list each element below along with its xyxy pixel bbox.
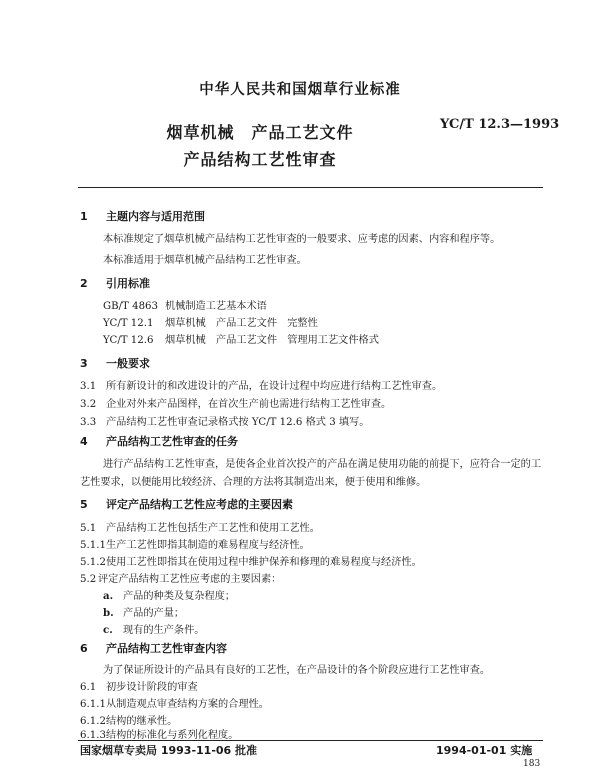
section-1-heading	[80, 208, 205, 224]
sub-item-mark: c.	[103, 624, 113, 636]
sub-item-text: 产品的种类及复杂程度；	[123, 591, 236, 602]
section-title: 产品结构工艺性审查的任务	[106, 435, 238, 448]
reference-code: YC/T 12.6	[103, 335, 154, 346]
reference-code: YC/T 12.1	[103, 318, 154, 329]
clause-number: 5.1	[80, 523, 97, 534]
sub-item	[103, 621, 205, 636]
paragraph: 进行产品结构工艺性审查，是使各企业首次投产的产品在满足使用功能的前提下，应符合一定的工	[103, 459, 542, 470]
top-rule	[78, 187, 543, 188]
paragraph: 本标准规定了烟草机械产品结构工艺性审查的一般要求、应考虑的因素、内容和程序等。	[103, 234, 501, 245]
section-number: 6	[80, 642, 88, 655]
section-title: 主题内容与适用范围	[106, 210, 205, 223]
bottom-rule	[78, 740, 543, 741]
reference-item	[103, 331, 379, 346]
section-5-heading	[80, 496, 293, 512]
clause-text: 产品结构工艺性包括生产工艺性和使用工艺性。	[106, 523, 320, 534]
section-number: 1	[80, 210, 88, 223]
section-title: 引用标准	[106, 277, 150, 290]
clause-text: 初步设计阶段的审查	[106, 682, 198, 693]
clause-text: 使用工艺性即指其在使用过程中维护保养和修理的难易程度与经济性。	[106, 557, 422, 568]
sub-item-text: 现有的生产条件。	[123, 625, 205, 636]
clause	[80, 536, 310, 551]
section-6-heading	[80, 640, 227, 656]
clause-number: 5.1.1	[80, 540, 106, 551]
clause-number: 5.2	[80, 574, 97, 585]
clause	[80, 377, 442, 392]
sub-item-text: 产品的产量；	[123, 608, 185, 619]
section-title: 评定产品结构工艺性应考虑的主要因素	[106, 498, 293, 511]
clause-text: 所有新设计的和改进设计的产品，在设计过程中均应进行结构工艺性审查。	[106, 381, 443, 392]
clause	[80, 678, 198, 693]
clause	[80, 413, 370, 428]
clause	[80, 695, 269, 710]
sub-item-mark: a.	[103, 590, 114, 602]
section-title: 产品结构工艺性审查内容	[106, 642, 227, 655]
standard-number: YC/T 12.3—1993	[440, 117, 560, 132]
clause-number: 3.2	[80, 399, 97, 410]
clause-text: 评定产品结构工艺性应考虑的主要因素：	[98, 574, 282, 585]
paragraph: 为了保证所设计的产品具有良好的工艺性，在产品设计的各个阶段应进行工艺性审查。	[103, 665, 491, 676]
reference-code: GB/T 4863	[103, 301, 159, 312]
clause-text: 企业对外来产品图样，在首次生产前也需进行结构工艺性审查。	[106, 399, 392, 410]
clause-text: 从制造观点审查结构方案的合理性。	[106, 699, 269, 710]
clause-text: 结构的标准化与系列化程度。	[106, 730, 239, 741]
clause-number: 6.1.1	[80, 699, 106, 710]
section-number: 5	[80, 498, 88, 511]
reference-item	[103, 297, 267, 312]
clause	[80, 726, 238, 741]
section-number: 2	[80, 277, 88, 290]
clause	[80, 712, 177, 727]
clause	[80, 570, 281, 585]
clause	[80, 395, 391, 410]
clause-text: 产品结构工艺性审查记录格式按 YC/T 12.6 格式 3 填写。	[106, 417, 370, 428]
title-line-1: 烟草机械 产品工艺文件	[166, 123, 354, 142]
implementation-date: 1994-01-01 实施	[436, 744, 533, 757]
sub-item-mark: b.	[103, 607, 114, 619]
clause-number: 6.1.2	[80, 716, 106, 727]
sub-item	[103, 587, 235, 602]
paragraph: 本标准适用于烟草机械产品结构工艺性审查。	[103, 255, 307, 266]
reference-title: 烟草机械 产品工艺文件 管理用工艺文件格式	[165, 335, 379, 346]
title-line-2: 产品结构工艺性审查	[183, 150, 337, 169]
section-4-heading	[80, 433, 238, 449]
section-number: 3	[80, 357, 88, 370]
clause-number: 5.1.2	[80, 557, 106, 568]
sub-item	[103, 604, 184, 619]
clause-text: 结构的继承性。	[106, 716, 178, 727]
issuing-body: 中华人民共和国烟草行业标准	[199, 82, 401, 98]
clause	[80, 553, 422, 568]
clause-text: 生产工艺性即指其制造的难易程度与经济性。	[106, 540, 310, 551]
page-number: 183	[523, 759, 541, 769]
paragraph-continuation: 艺性要求，以便能用比较经济、合理的方法将其制造出来，便于使用和维修。	[80, 477, 427, 488]
clause	[80, 519, 320, 534]
clause-number: 3.1	[80, 381, 97, 392]
clause-number: 6.1.3	[80, 730, 106, 741]
approval-line: 国家烟草专卖局 1993-11-06 批准	[80, 744, 258, 757]
section-title: 一般要求	[106, 357, 150, 370]
section-3-heading	[80, 355, 150, 371]
clause-number: 6.1	[80, 682, 97, 693]
reference-item	[103, 314, 318, 329]
section-2-heading	[80, 275, 150, 291]
reference-title: 机械制造工艺基本术语	[165, 301, 267, 312]
section-number: 4	[80, 435, 88, 448]
reference-title: 烟草机械 产品工艺文件 完整性	[165, 318, 318, 329]
clause-number: 3.3	[80, 417, 97, 428]
